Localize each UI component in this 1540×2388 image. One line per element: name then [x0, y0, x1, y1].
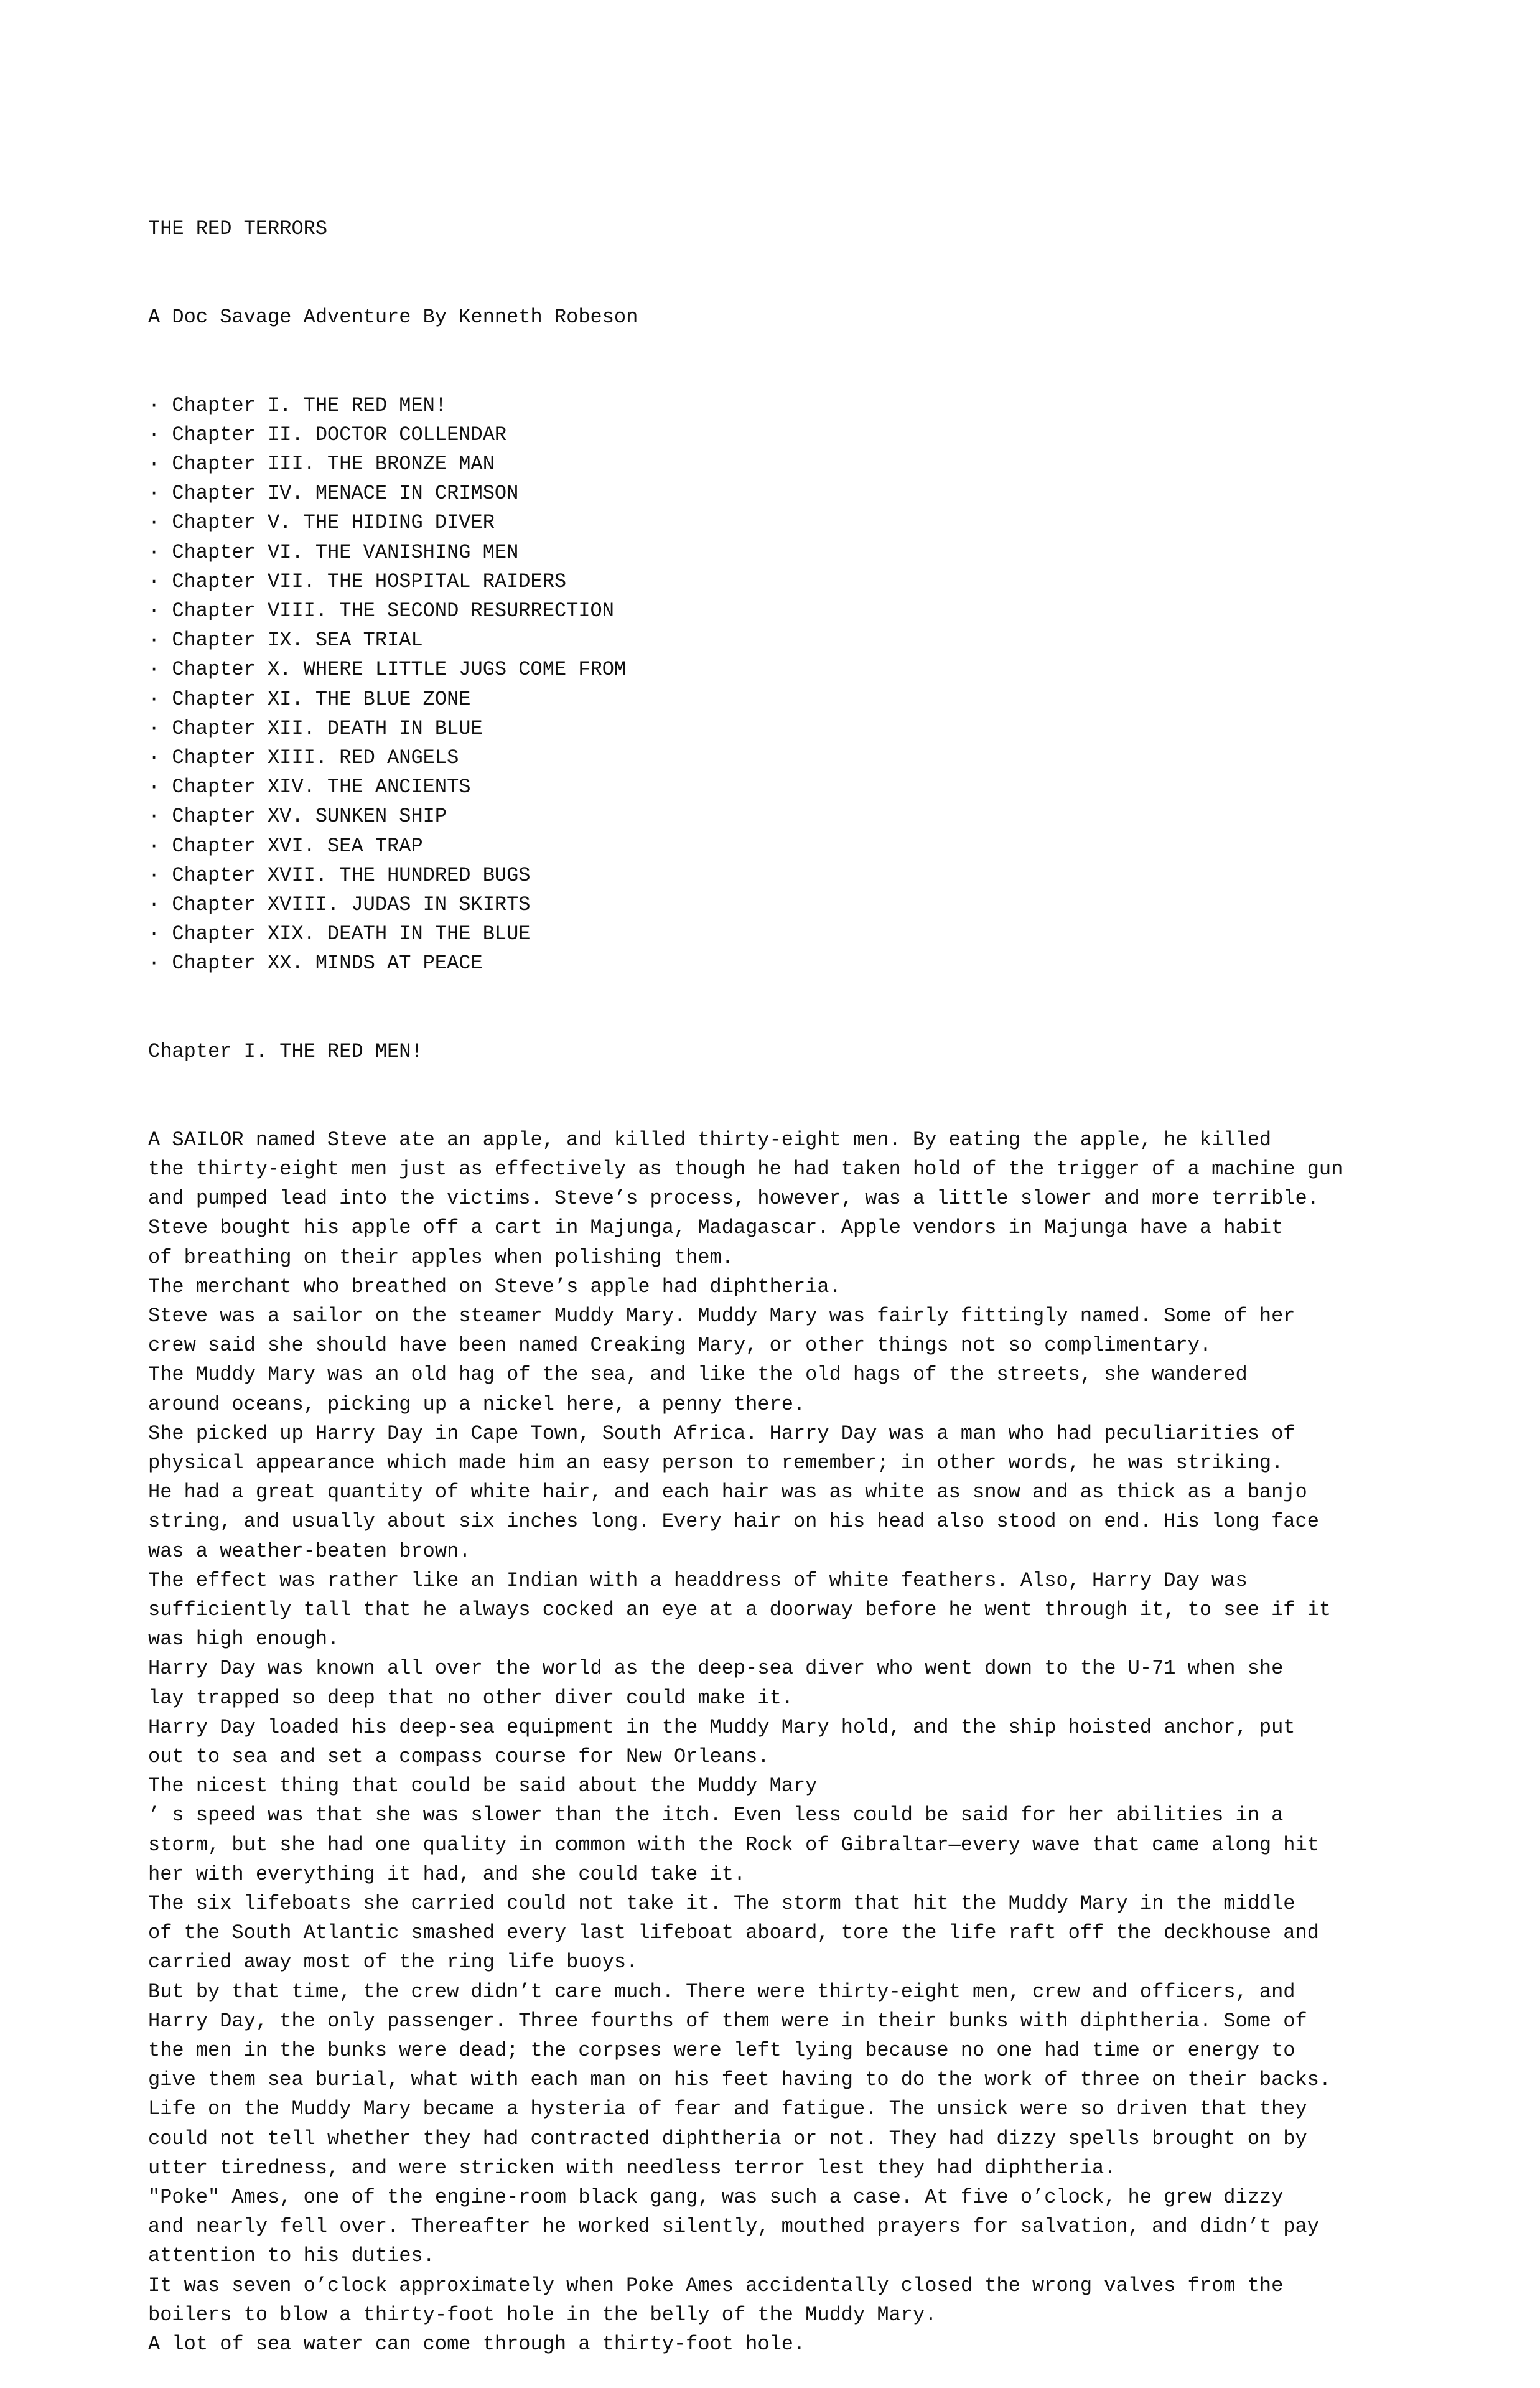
- chapter-heading: Chapter I. THE RED MEN!: [148, 1040, 423, 1064]
- body-line: attention to his duties.: [148, 2244, 435, 2268]
- body-line: Harry Day was known all over the world as the deep-sea diver who went down to the U-71 when she: [148, 1657, 1284, 1680]
- body-line: ’ s speed was that she was slower than the itch. Even less could be said for her abilities in a: [148, 1804, 1284, 1827]
- book-byline: A Doc Savage Adventure By Kenneth Robeson: [148, 306, 638, 329]
- toc-item[interactable]: · Chapter XIX. DEATH IN THE BLUE: [148, 922, 531, 946]
- body-line: the men in the bunks were dead; the corpses were left lying because no one had time or energy to: [148, 2039, 1295, 2062]
- toc-item[interactable]: · Chapter III. THE BRONZE MAN: [148, 452, 495, 476]
- body-line: It was seven o’clock approximately when Poke Ames accidentally closed the wrong valves from the: [148, 2273, 1284, 2297]
- toc-item[interactable]: · Chapter VI. THE VANISHING MEN: [148, 540, 519, 564]
- body-line: He had a great quantity of white hair, and each hair was as white as snow and as thick as a banjo: [148, 1481, 1307, 1504]
- body-line: was a weather-beaten brown.: [148, 1539, 471, 1563]
- toc-item[interactable]: · Chapter XIII. RED ANGELS: [148, 746, 459, 770]
- body-line: and nearly fell over. Thereafter he worked silently, mouthed prayers for salvation, and didn’t pay: [148, 2215, 1319, 2239]
- body-line: string, and usually about six inches long. Every hair on his head also stood on end. His long face: [148, 1510, 1319, 1533]
- body-line: Steve was a sailor on the steamer Muddy Mary. Muddy Mary was fairly fittingly named. Some of her: [148, 1304, 1295, 1327]
- toc-item[interactable]: · Chapter XVI. SEA TRAP: [148, 834, 423, 858]
- toc-item[interactable]: · Chapter II. DOCTOR COLLENDAR: [148, 423, 507, 446]
- toc-item[interactable]: · Chapter XV. SUNKEN SHIP: [148, 805, 447, 828]
- toc-item[interactable]: · Chapter XII. DEATH IN BLUE: [148, 716, 483, 740]
- body-line: storm, but she had one quality in common with the Rock of Gibraltar—every wave that came along hit: [148, 1833, 1319, 1857]
- book-title: THE RED TERRORS: [148, 217, 328, 241]
- body-line: boilers to blow a thirty-foot hole in the belly of the Muddy Mary.: [148, 2303, 937, 2326]
- body-line: Harry Day loaded his deep-sea equipment in the Muddy Mary hold, and the ship hoisted anchor, put: [148, 1715, 1295, 1739]
- body-line: her with everything it had, and she could take it.: [148, 1862, 746, 1886]
- body-line: The six lifeboats she carried could not take it. The storm that hit the Muddy Mary in the middle: [148, 1891, 1295, 1915]
- body-line: could not tell whether they had contracted diphtheria or not. They had dizzy spells brought on by: [148, 2127, 1307, 2150]
- body-line: and pumped lead into the victims. Steve’s process, however, was a little slower and more terrible.: [148, 1187, 1319, 1210]
- toc-item[interactable]: · Chapter V. THE HIDING DIVER: [148, 511, 495, 535]
- document-page: [148, 156, 1442, 2388]
- body-line: of the South Atlantic smashed every last lifeboat aboard, tore the life raft off the deckhouse and: [148, 1921, 1319, 1945]
- body-line: Harry Day, the only passenger. Three fourths of them were in their bunks with diphtheria. Some of: [148, 2009, 1307, 2033]
- body-line: She picked up Harry Day in Cape Town, South Africa. Harry Day was a man who had peculiarities of: [148, 1421, 1295, 1445]
- body-line: The nicest thing that could be said about the Muddy Mary: [148, 1774, 818, 1798]
- body-line: crew said she should have been named Creaking Mary, or other things not so complimentary.: [148, 1334, 1212, 1357]
- body-line: around oceans, picking up a nickel here, a penny there.: [148, 1392, 806, 1416]
- body-line: The merchant who breathed on Steve’s apple had diphtheria.: [148, 1275, 841, 1298]
- toc-item[interactable]: · Chapter XVII. THE HUNDRED BUGS: [148, 863, 531, 887]
- body-line: Steve bought his apple off a cart in Majunga, Madagascar. Apple vendors in Majunga have a habit: [148, 1216, 1284, 1240]
- toc-item[interactable]: · Chapter XI. THE BLUE ZONE: [148, 687, 471, 711]
- toc-item[interactable]: · Chapter IV. MENACE IN CRIMSON: [148, 482, 519, 505]
- toc-item[interactable]: · Chapter X. WHERE LITTLE JUGS COME FROM: [148, 658, 627, 681]
- toc-item[interactable]: · Chapter IX. SEA TRIAL: [148, 629, 423, 652]
- body-line: utter tiredness, and were stricken with needless terror lest they had diphtheria.: [148, 2156, 1116, 2180]
- body-line: The Muddy Mary was an old hag of the sea, and like the old hags of the streets, she wandered: [148, 1363, 1248, 1387]
- body-line: lay trapped so deep that no other diver could make it.: [148, 1686, 793, 1710]
- body-line: sufficiently tall that he always cocked an eye at a doorway before he went through it, to see if it: [148, 1598, 1332, 1621]
- body-line: was high enough.: [148, 1627, 340, 1651]
- chapter-body: [148, 1125, 1442, 2359]
- body-line: Life on the Muddy Mary became a hysteria of fear and fatigue. The unsick were so driven that they: [148, 2097, 1307, 2121]
- toc-item[interactable]: · Chapter XX. MINDS AT PEACE: [148, 952, 483, 975]
- body-line: A SAILOR named Steve ate an apple, and killed thirty-eight men. By eating the apple, he killed: [148, 1128, 1272, 1151]
- body-line: give them sea burial, what with each man on his feet having to do the work of three on their backs.: [148, 2068, 1332, 2092]
- body-line: But by that time, the crew didn’t care much. There were thirty-eight men, crew and officers, and: [148, 1980, 1295, 2003]
- toc-item[interactable]: · Chapter I. THE RED MEN!: [148, 393, 447, 417]
- body-line: the thirty-eight men just as effectively as though he had taken hold of the trigger of a machine gun: [148, 1157, 1343, 1181]
- body-line: "Poke" Ames, one of the engine-room black gang, was such a case. At five o’clock, he grew dizzy: [148, 2186, 1284, 2209]
- table-of-contents: [148, 391, 1442, 978]
- toc-item[interactable]: · Chapter XVIII. JUDAS IN SKIRTS: [148, 893, 531, 917]
- toc-item[interactable]: · Chapter VIII. THE SECOND RESURRECTION: [148, 599, 614, 623]
- body-line: of breathing on their apples when polishing them.: [148, 1245, 734, 1269]
- body-line: physical appearance which made him an easy person to remember; in other words, he was striking.: [148, 1451, 1284, 1474]
- body-line: out to sea and set a compass course for New Orleans.: [148, 1744, 770, 1768]
- body-line: carried away most of the ring life buoys.: [148, 1950, 638, 1974]
- body-line: The effect was rather like an Indian with a headdress of white feathers. Also, Harry Day was: [148, 1568, 1248, 1592]
- toc-item[interactable]: · Chapter XIV. THE ANCIENTS: [148, 775, 471, 799]
- toc-item[interactable]: · Chapter VII. THE HOSPITAL RAIDERS: [148, 569, 567, 593]
- body-line: A lot of sea water can come through a thirty-foot hole.: [148, 2333, 806, 2356]
